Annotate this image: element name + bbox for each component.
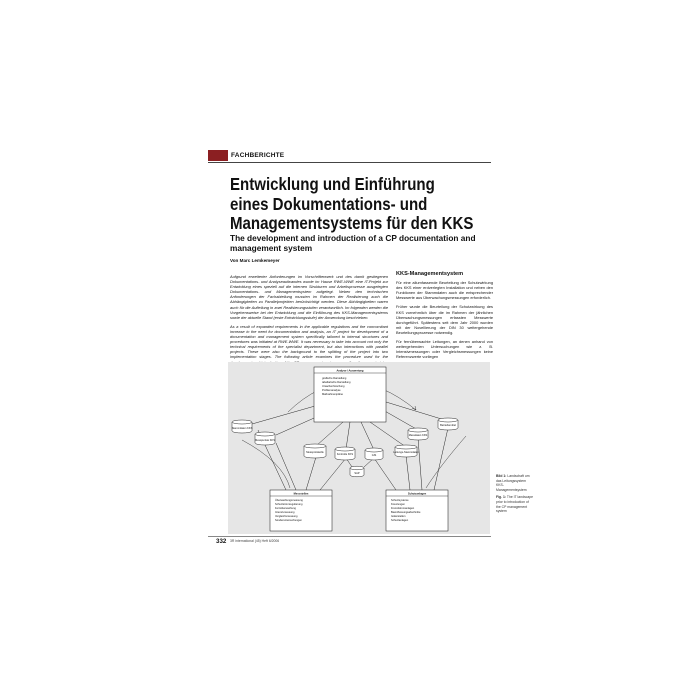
schutzanlagen-item: Kreuzungen [391, 503, 405, 506]
analysis-box-title: Analyse / Auswertung [336, 369, 364, 373]
messstellen-item: Schutzstromregulierung [275, 503, 303, 506]
schutzanlagen-item: Fremdstromanlagen [391, 507, 415, 510]
caption-text-en: The IT landscape prior to introduction of the CP management system [496, 495, 534, 514]
messstellen-item: Sonderuntersuchungen [275, 519, 302, 522]
svg-text:Leitungs-Stammdaten: Leitungs-Stammdaten [393, 451, 419, 454]
section-divider [208, 162, 491, 163]
section-color-bar [208, 150, 228, 161]
database-messdaten-kks [408, 428, 428, 440]
messstellen-item: Vergleichsmessung [275, 515, 298, 518]
section-label: FACHBERICHTE [231, 152, 285, 159]
author-byline: Von Marc Lemkemeyer [230, 258, 280, 263]
schutzanlagen-item: Beeinflussungsabschnitte [391, 511, 421, 514]
database-sap [350, 466, 364, 477]
analysis-item: Problemanalyse [322, 389, 341, 392]
analysis-item: tabellarische Darstellung [322, 381, 351, 384]
messstellen-item: Intensivmessung [275, 511, 295, 514]
abstract-english: As a result of expanded requirements in the applicable regulations and the concomitant increase in the need for documentation and analysis, an IT project for development of a documentation and management system specifically tailored to internal structures and procedures was initiated at RWE-WWE. It was necessary to take into account not only the technical requirements of the specialist department, but also interactions with parallel projects. These were also the background to the splitting of the project into two implementation stages. The following article examines the procedure used for the [230, 323, 388, 360]
article-title [230, 175, 488, 234]
schutzanlagen-box-title: Schutzanlagen [407, 492, 427, 496]
database-kontrolle-kks [335, 447, 355, 460]
analysis-item: Ursachenforschung [322, 385, 345, 388]
messstellen-item: Fernüberwachung [275, 507, 296, 510]
body-column [396, 272, 493, 363]
schutzanlagen-item: Schutzanlagen [391, 519, 409, 522]
system-landscape-diagram [228, 362, 490, 534]
article-subtitle: The development and introduction of a CP documentation and management system [230, 233, 476, 253]
messstellen-item: Überwachungsmessung [275, 499, 303, 502]
database-gis [365, 448, 383, 460]
database-messprotokolle [304, 444, 326, 458]
body-paragraph: Früher wurde die Beurteilung der Schutzwirkung des KKS vornehmlich über die im Rahmen der jährlichen Überwachungsmessungen erfassten Messwerte durchgeführt. Spätestens seit dem Jahr 2000 wurden mit der Novellierung der DIN 30 weitergehende Beurteilungsprozesse notwendig. [396, 304, 493, 335]
svg-text:GIS: GIS [371, 454, 377, 457]
database-stammdaten-kks [232, 420, 253, 433]
svg-text:Stammdaten KKS: Stammdaten KKS [231, 427, 253, 430]
svg-text:Betriebsmittel: Betriebsmittel [440, 424, 456, 427]
schutzanlagen-item: Isolierstellen [391, 515, 406, 518]
footer-divider [208, 536, 491, 537]
database-messpunkte-kks [255, 432, 275, 445]
svg-text:Messpunkte KKS: Messpunkte KKS [255, 439, 275, 442]
svg-text:SAP: SAP [354, 472, 360, 475]
svg-text:Messdaten KKS: Messdaten KKS [408, 434, 428, 437]
database-leitungs-stammdaten [393, 445, 419, 457]
caption-label-de: Bild 1: [496, 474, 507, 478]
journal-reference: 3R international (45) Heft 6/2006 [230, 539, 280, 543]
title-line-1: Entwicklung und Einführung [230, 174, 435, 194]
page-number: 332 [216, 538, 227, 545]
analysis-item: grafische Darstellung [322, 377, 347, 380]
body-paragraph: Für fernüberwachte Leitungen, an denen anhand von weitergehenden Untersuchungen wie z. B. Intensivmessungen oder Vergleichsmessungen keine Referenzwerte vorliegen [396, 339, 493, 360]
section-heading: KKS-Managementsystem [396, 271, 464, 277]
abstract-german: Aufgrund erweiterter Anforderungen im Vorschriftenwerk und des damit gestiegenen Dokumentations- und Analyseaufwandes wurde im Hause RWE-WWE eine IT-Projekt zur Entwicklung eines speziell auf die internen Strukturen und Arbeitsprozesse ausgelegten Dokumentations- und Managementsystem aufgelegt. Neben den technischen Anforderungen der Fachabteilung mussten im Rahmen der Realisierung auch die Abhängigkeiten zu Parallelprojekten berücksichtigt werden. Diese Abhängigkeiten waren auch für die Aufteilung in zwei Realisierungsstufen verantwortlich. Im folgenden werden die Vorgehensweise bei der Entwicklung und die Einführung des KKS-Managementsystems sowie der aktuelle Stand (erste Entwicklungsstufe) der Anwendung beschrieben. [230, 274, 388, 320]
analysis-item: Maßnahmenpläne [322, 393, 343, 396]
body-paragraph: Für eine allumfassende Beurteilung der Schutzwirkung des KKS einer erdverlegten Installation und neben den Funktionen der Stammdaten auch die entsprechender Messwerte aus Überwachungsmessungen erforderlich. [396, 280, 493, 301]
messstellen-box-title: Messstellen [293, 492, 309, 496]
figure-caption [496, 474, 534, 517]
svg-text:Messprotokolle: Messprotokolle [306, 451, 324, 454]
abstract-column [230, 274, 388, 374]
caption-label-en: Fig. 1: [496, 495, 506, 500]
title-line-3: Managementsystems für den KKS [230, 213, 474, 233]
title-line-2: eines Dokumentations- und [230, 193, 428, 214]
schutzanlagen-item: Schutzsysteme [391, 499, 409, 502]
caption-text-de: Landschaft um das Leitungssystem KKS-Managementsystem [496, 474, 530, 492]
svg-text:Kontrolle KKS: Kontrolle KKS [336, 453, 354, 456]
database-betriebsmittel [438, 418, 458, 430]
